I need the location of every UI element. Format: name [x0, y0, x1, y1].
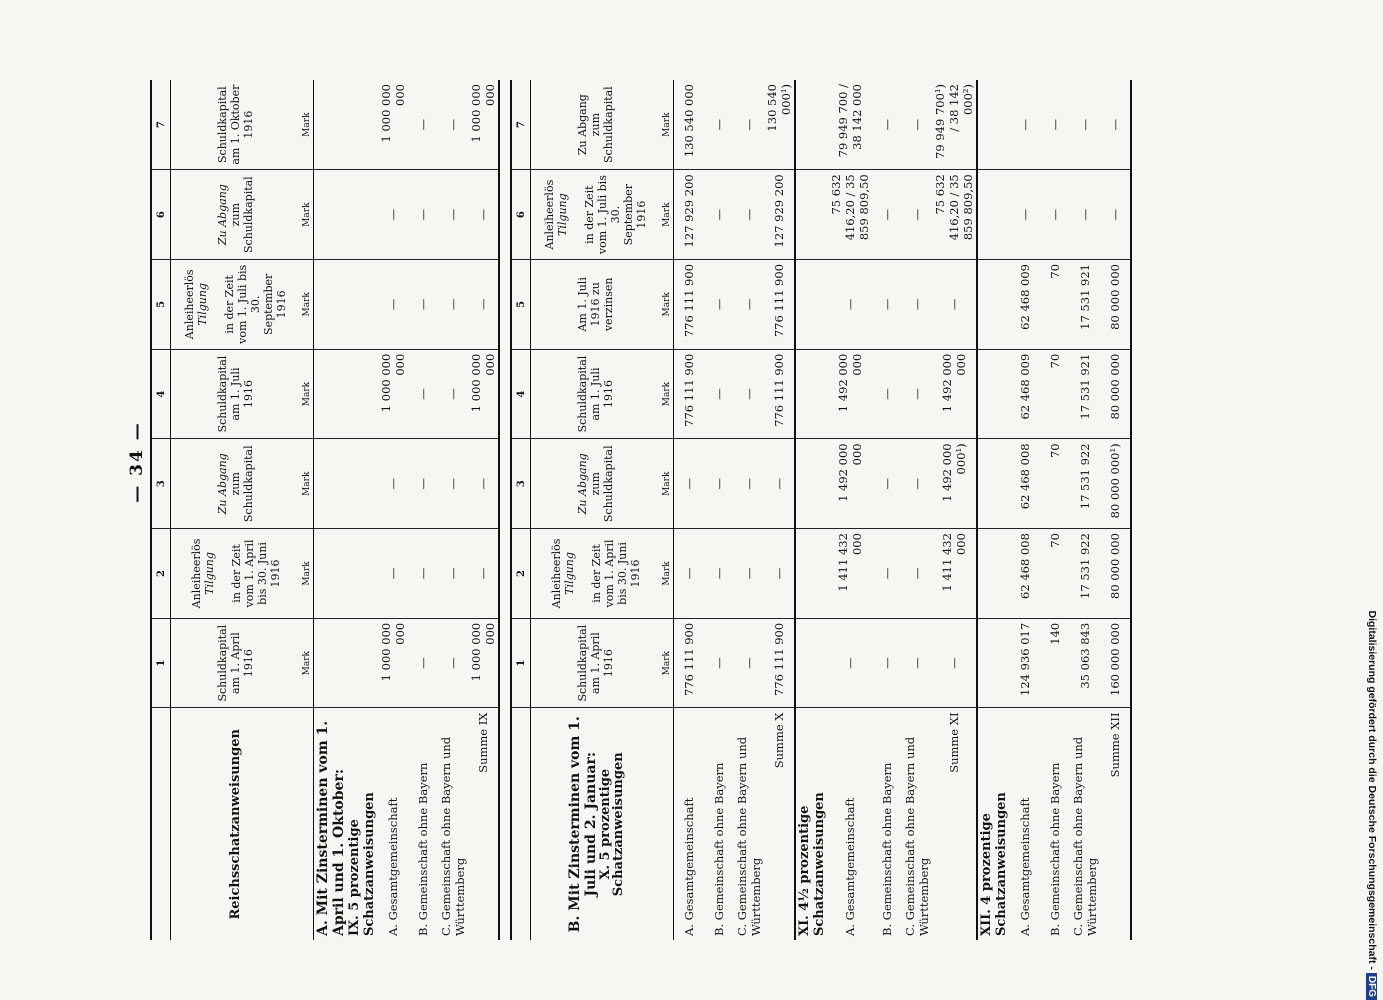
cell-col-3: — — [673, 439, 704, 529]
cell-col-5: — — [932, 259, 977, 349]
table-row — [1010, 80, 1040, 940]
cell-col-2: — — [468, 529, 499, 619]
cell-col-1: 140 — [1040, 618, 1070, 708]
rows-section-xii — [1010, 80, 1131, 940]
row-label: A. Gesamtgemeinschaft — [1017, 797, 1032, 936]
cell-col-5: 17 531 921 — [1070, 259, 1100, 349]
cell-col-2: — — [438, 529, 468, 619]
header-c5 — [171, 259, 301, 349]
cell-col-4: 1 000 000 000 — [468, 349, 499, 439]
table-row — [438, 80, 468, 940]
cell-col-2: 17 531 922 — [1070, 529, 1100, 619]
row-label: B. Gemeinschaft ohne Bayern — [879, 762, 894, 936]
header-c6-mid: zum Schuldkapital — [229, 176, 256, 253]
header-c23-period: in der Zeit vom 1. April bis 30. Juni 1916 — [589, 539, 642, 608]
row-label: Summe IX — [468, 708, 499, 940]
cell-col-6: 75 632 416,20 / 35 859 809,50 — [932, 170, 977, 260]
cell-col-4: 776 111 900 — [764, 349, 795, 439]
header-c23-period: in der Zeit vom 1. April bis 30. Juni 1916 — [229, 539, 282, 608]
rows-section-a — [378, 80, 499, 940]
col-number: 2 — [511, 529, 531, 619]
sidebar-credit — [1366, 0, 1378, 1000]
cell-col-7: — — [1070, 80, 1100, 170]
sum-row — [932, 80, 977, 940]
header-c3 — [531, 439, 661, 529]
header-c1: Schuldkapital am 1. April 1916 — [531, 618, 661, 708]
cell-col-2: 1 411 432 000 — [828, 529, 872, 619]
cell-col-7: 1 000 000 000 — [468, 80, 499, 170]
cell-col-1: — — [438, 618, 468, 708]
cell-col-1: 1 000 000 000 — [468, 618, 499, 708]
header-c4: Schuldkapital am 1. Juli 1916 — [171, 349, 301, 439]
section-b-sub-x: X. 5 prozentige Schatzanweisungen — [597, 752, 626, 897]
column-number-row — [151, 80, 171, 940]
cell-col-4: 1 000 000 000 — [378, 349, 408, 439]
cell-col-2: — — [408, 529, 438, 619]
col-number: 3 — [511, 439, 531, 529]
cell-col-6: — — [1070, 170, 1100, 260]
cell-col-5: 70 — [1040, 259, 1070, 349]
cell-col-1: — — [932, 618, 977, 708]
cell-col-7: 130 540 000¹) — [764, 80, 795, 170]
table-row — [1070, 80, 1100, 940]
cell-col-5: — — [704, 259, 734, 349]
cell-col-6: — — [1010, 170, 1040, 260]
sum-row — [764, 80, 795, 940]
cell-col-7: — — [872, 80, 902, 170]
col-number: 5 — [511, 259, 531, 349]
unit-cell: Mark — [661, 439, 674, 529]
unit-cell: Mark — [301, 529, 314, 619]
cell-col-2: 70 — [1040, 529, 1070, 619]
col-number: 7 — [511, 80, 531, 170]
unit-cell: Mark — [661, 170, 674, 260]
cell-col-5: — — [438, 259, 468, 349]
cell-col-2: 80 000 000 — [1100, 529, 1131, 619]
table-row — [408, 80, 438, 940]
cell-col-3: — — [438, 439, 468, 529]
table-row — [734, 80, 764, 940]
cell-col-5: — — [468, 259, 499, 349]
col-number: 5 — [151, 259, 171, 349]
cell-col-3: 62 468 008 — [1010, 439, 1040, 529]
cell-col-3: 1 492 000 000 — [828, 439, 872, 529]
table-row — [1040, 80, 1070, 940]
document-sheet — [150, 80, 1230, 940]
cell-col-6: — — [902, 170, 932, 260]
cell-col-7: — — [734, 80, 764, 170]
header-c56-period: in der Zeit vom 1. Juli bis 30. September 1916 — [583, 175, 649, 255]
cell-col-3: — — [872, 439, 902, 529]
cell-col-5: — — [378, 259, 408, 349]
header-c6-top: Zu Abgang — [216, 184, 230, 246]
header-c3-top: Zu Abgang — [216, 453, 230, 515]
cell-col-4: — — [704, 349, 734, 439]
row-label: Summe XII — [1100, 708, 1131, 940]
cell-col-3: 17 531 922 — [1070, 439, 1100, 529]
cell-col-7: — — [902, 80, 932, 170]
cell-col-2: — — [704, 529, 734, 619]
cell-col-7: — — [408, 80, 438, 170]
table-row — [704, 80, 734, 940]
cell-col-6: 75 632 416,20 / 35 859 809,50 — [828, 170, 872, 260]
cell-col-4: 62 468 009 — [1010, 349, 1040, 439]
cell-col-4: — — [872, 349, 902, 439]
header-c3 — [171, 439, 301, 529]
header-c3-top: Zu Abgang — [576, 453, 590, 515]
credit-text: Digitalisierung gefördert durch die Deutsche Forschungsgemeinschaft - — [1366, 610, 1378, 970]
unit-cell: Mark — [301, 80, 314, 170]
header-c7: Schuldkapital am 1. Oktober 1916 — [171, 80, 301, 170]
cell-col-3: 80 000 000¹) — [1100, 439, 1131, 529]
cell-col-4: 17 531 921 — [1070, 349, 1100, 439]
unit-row — [301, 80, 314, 940]
row-label: Summe XI — [932, 708, 977, 940]
section-xi-sub: XI. 4½ prozentige Schatzanweisungen — [796, 792, 827, 936]
cell-col-5: — — [734, 259, 764, 349]
unit-cell: Mark — [301, 349, 314, 439]
col-number: 2 — [151, 529, 171, 619]
table-row — [902, 80, 932, 940]
rows-section-xi — [828, 80, 977, 940]
cell-col-4: — — [902, 349, 932, 439]
cell-col-4: 1 492 000 000 — [828, 349, 872, 439]
col-number: 6 — [151, 170, 171, 260]
cell-col-7: 79 949 700¹) / 38 142 000²) — [932, 80, 977, 170]
cell-col-4: — — [438, 349, 468, 439]
cell-col-6: 127 929 200 — [673, 170, 704, 260]
cell-col-6: — — [1040, 170, 1070, 260]
cell-col-7: 130 540 000 — [673, 80, 704, 170]
row-label: C. Gemeinschaft ohne Bayern und Württemberg — [1070, 736, 1099, 936]
cell-col-2: — — [764, 529, 795, 619]
dfg-logo: DFG — [1366, 973, 1377, 1000]
col-number: 6 — [511, 170, 531, 260]
cell-col-3: — — [902, 439, 932, 529]
header-c2-mid: Tilgung — [202, 552, 216, 595]
header-c6-mid: Tilgung — [556, 193, 570, 236]
cell-col-2: — — [902, 529, 932, 619]
cell-col-1: 35 063 843 — [1070, 618, 1100, 708]
header-c7: Zu Abgang zum Schuldkapital — [531, 80, 661, 170]
header-row — [531, 80, 661, 940]
row-label: B. Gemeinschaft ohne Bayern — [711, 762, 726, 936]
cell-col-2: 1 411 432 000 — [932, 529, 977, 619]
cell-col-6: — — [438, 170, 468, 260]
header-row — [171, 80, 301, 940]
cell-col-2: — — [378, 529, 408, 619]
cell-col-6: — — [378, 170, 408, 260]
table-row — [828, 80, 872, 940]
header-c6-top: Anleiheerlös — [543, 179, 557, 250]
col-number: 4 — [151, 349, 171, 439]
row-label: C. Gemeinschaft ohne Bayern und Württemberg — [438, 736, 467, 936]
unit-cell: Mark — [301, 439, 314, 529]
row-label: A. Gesamtgemeinschaft — [385, 797, 400, 936]
row-label: C. Gemeinschaft ohne Bayern und Württemberg — [902, 736, 931, 936]
cell-col-4: — — [734, 349, 764, 439]
section-b-title: B. Mit Zinsterminen vom 1. Juli und 2. Januar: — [566, 716, 599, 933]
header-c3-mid: zum Schuldkapital — [589, 445, 616, 523]
header-c6 — [531, 170, 661, 260]
unit-cell: Mark — [301, 170, 314, 260]
cell-col-4: — — [408, 349, 438, 439]
cell-col-5: 776 111 900 — [673, 259, 704, 349]
header-c56-period: in der Zeit vom 1. Juli bis 30. September 1916 — [223, 264, 289, 344]
cell-col-7: 1 000 000 000 — [378, 80, 408, 170]
sum-row — [468, 80, 499, 940]
cell-col-4: 70 — [1040, 349, 1070, 439]
section-title-row — [977, 80, 1010, 940]
header-c2-top: Anleiheerlös — [549, 538, 563, 609]
cell-col-1: — — [828, 618, 872, 708]
cell-col-2: — — [872, 529, 902, 619]
cell-col-3: — — [468, 439, 499, 529]
unit-cell: Mark — [661, 618, 674, 708]
cell-col-1: 1 000 000 000 — [378, 618, 408, 708]
header-c4: Schuldkapital am 1. Juli 1916 — [531, 349, 661, 439]
cell-col-6: — — [704, 170, 734, 260]
table-row — [673, 80, 704, 940]
unit-cell: Mark — [301, 259, 314, 349]
header-c2-mid: Tilgung — [562, 552, 576, 595]
header-c2-top: Anleiheerlös — [189, 538, 203, 609]
section-a-sub: IX. 5 prozentige Schatzanweisungen — [346, 792, 377, 936]
column-number-row — [511, 80, 531, 940]
cell-col-1: — — [704, 618, 734, 708]
header-c3-mid: zum Schuldkapital — [229, 445, 256, 523]
unit-cell: Mark — [661, 259, 674, 349]
cell-col-7: — — [1040, 80, 1070, 170]
cell-col-5: 80 000 000 — [1100, 259, 1131, 349]
cell-col-7: — — [1100, 80, 1131, 170]
header-c1: Schuldkapital am 1. April 1916 — [171, 618, 301, 708]
cell-col-5: — — [408, 259, 438, 349]
cell-col-3: — — [378, 439, 408, 529]
cell-col-6: — — [1100, 170, 1131, 260]
section-a-title: A. Mit Zinsterminen vom 1. April und 1. Oktober: — [314, 720, 347, 936]
cell-col-5: — — [902, 259, 932, 349]
header-c2 — [171, 529, 301, 619]
col-number: 7 — [151, 80, 171, 170]
cell-col-2: 62 468 008 — [1010, 529, 1040, 619]
cell-col-7: 79 949 700 / 38 142 000 — [828, 80, 872, 170]
header-c5 — [531, 259, 661, 349]
cell-col-3: — — [764, 439, 795, 529]
header-c5-text: Am 1. Juli 1916 zu verzinsen — [576, 277, 616, 332]
cell-col-7: — — [438, 80, 468, 170]
cell-col-1: — — [408, 618, 438, 708]
section-xii-sub: XII. 4 prozentige Schatzanweisungen — [978, 792, 1009, 936]
cell-col-3: — — [408, 439, 438, 529]
cell-col-1: — — [902, 618, 932, 708]
table-section-b — [510, 80, 1132, 940]
header-c2 — [531, 529, 661, 619]
row-label: C. Gemeinschaft ohne Bayern und Württemberg — [734, 736, 763, 936]
cell-col-1: 776 111 900 — [764, 618, 795, 708]
cell-col-4: 80 000 000 — [1100, 349, 1131, 439]
rows-section-x — [673, 80, 795, 940]
cell-col-1: 160 000 000 — [1100, 618, 1131, 708]
unit-cell: Mark — [301, 618, 314, 708]
table-row — [378, 80, 408, 940]
col-number: 4 — [511, 349, 531, 439]
unit-row — [661, 80, 674, 940]
col-number: 1 — [151, 618, 171, 708]
row-label-header: Reichsschatzanweisungen — [228, 729, 244, 920]
cell-col-4: 1 492 000 000 — [932, 349, 977, 439]
cell-col-1: — — [872, 618, 902, 708]
page-title: — 34 — — [126, 421, 147, 503]
cell-col-3: 70 — [1040, 439, 1070, 529]
cell-col-1: — — [734, 618, 764, 708]
cell-col-5: — — [872, 259, 902, 349]
cell-col-7: — — [1010, 80, 1040, 170]
header-c5-mid: Tilgung — [196, 283, 210, 326]
table-row — [872, 80, 902, 940]
unit-cell: Mark — [661, 349, 674, 439]
header-c6 — [171, 170, 301, 260]
cell-col-6: 127 929 200 — [764, 170, 795, 260]
row-label: B. Gemeinschaft ohne Bayern — [1047, 762, 1062, 936]
cell-col-3: — — [704, 439, 734, 529]
row-label: A. Gesamtgemeinschaft — [681, 797, 696, 936]
cell-col-3: — — [734, 439, 764, 529]
cell-col-1: 124 936 017 — [1010, 618, 1040, 708]
cell-col-4: 776 111 900 — [673, 349, 704, 439]
cell-col-2: — — [734, 529, 764, 619]
table-section-a — [150, 80, 500, 940]
col-number: 1 — [511, 618, 531, 708]
cell-col-5: 62 468 009 — [1010, 259, 1040, 349]
section-title-row — [313, 80, 378, 940]
row-label: Summe X — [764, 708, 795, 940]
unit-cell: Mark — [661, 80, 674, 170]
cell-col-2: — — [673, 529, 704, 619]
cell-col-7: — — [704, 80, 734, 170]
sum-row — [1100, 80, 1131, 940]
header-c5-top: Anleiheerlös — [183, 269, 197, 340]
row-label: A. Gesamtgemeinschaft — [842, 797, 857, 936]
col-number: 3 — [151, 439, 171, 529]
cell-col-1: 776 111 900 — [673, 618, 704, 708]
cell-col-3: 1 492 000 000¹) — [932, 439, 977, 529]
cell-col-6: — — [468, 170, 499, 260]
unit-cell: Mark — [661, 529, 674, 619]
cell-col-6: — — [408, 170, 438, 260]
cell-col-5: — — [828, 259, 872, 349]
cell-col-6: — — [872, 170, 902, 260]
row-label: B. Gemeinschaft ohne Bayern — [415, 762, 430, 936]
cell-col-5: 776 111 900 — [764, 259, 795, 349]
cell-col-6: — — [734, 170, 764, 260]
section-title-row — [795, 80, 828, 940]
